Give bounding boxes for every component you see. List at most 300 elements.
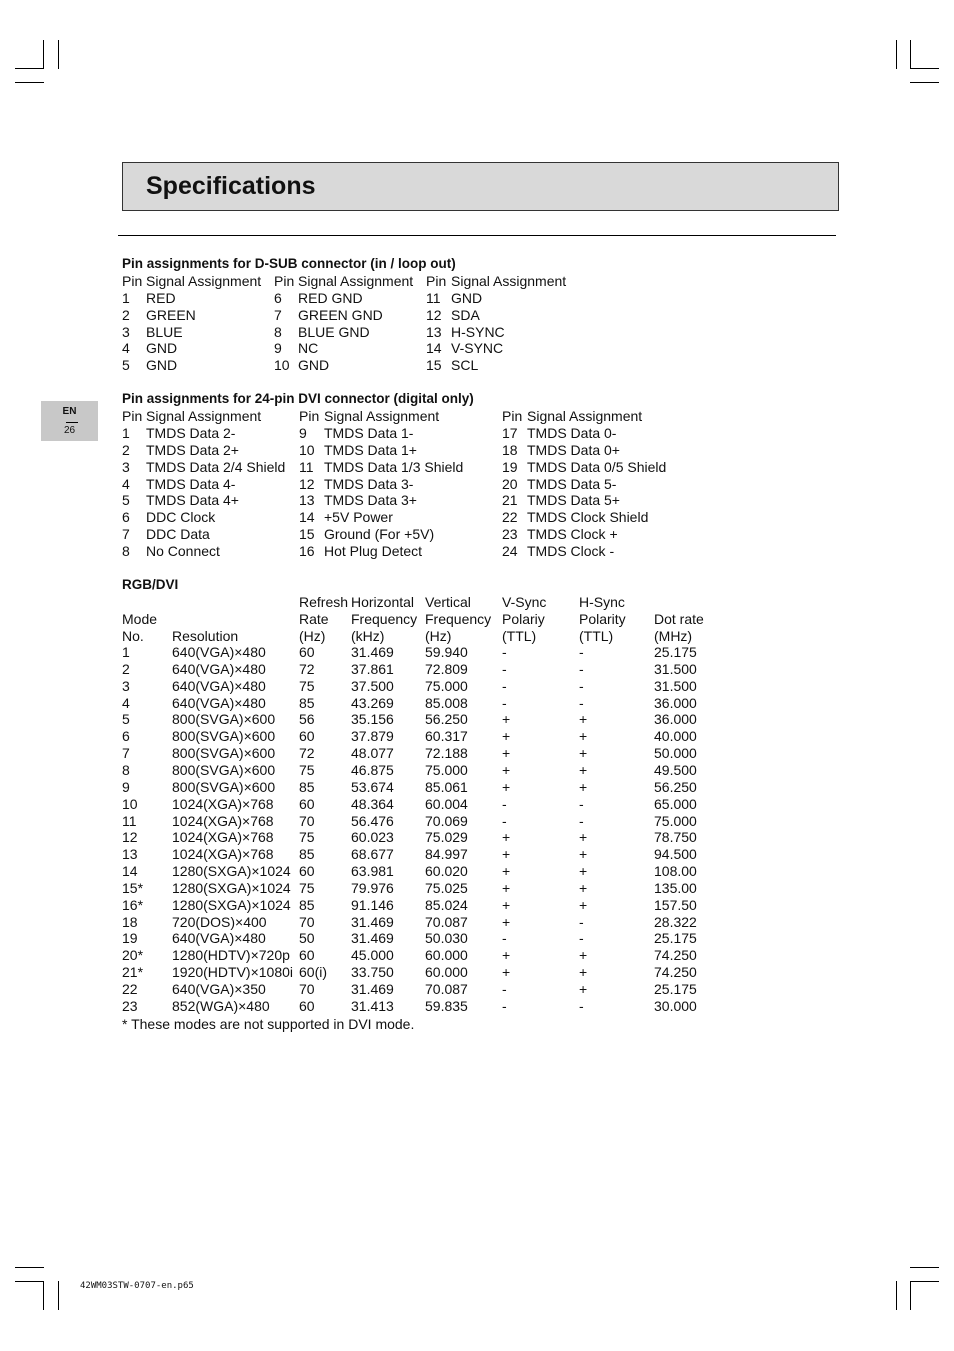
pin-number: 15	[426, 357, 442, 374]
table-cell: 10	[122, 795, 138, 812]
table-cell: +	[579, 728, 588, 745]
table-cell: 68.677	[351, 846, 394, 863]
table-cell: +	[502, 778, 511, 795]
table-cell: +	[579, 863, 588, 880]
table-cell: 65.000	[654, 795, 697, 812]
table-cell: 800(SVGA)×600	[172, 728, 276, 745]
signal-name: TMDS Data 1-	[324, 425, 414, 441]
signal-name: Ground (For +5V)	[324, 526, 435, 543]
table-cell: 640(VGA)×350	[172, 981, 266, 997]
table-cell: 60.000	[425, 964, 468, 981]
table-cell: 50.030	[425, 930, 468, 947]
table-cell: 75	[299, 879, 315, 896]
table-cell: 25.175	[654, 930, 697, 947]
table-cell: 85	[299, 846, 315, 863]
signal-name: RED	[146, 290, 176, 306]
crop-mark	[43, 40, 44, 69]
crop-mark	[15, 68, 44, 69]
table-cell: 74.250	[654, 947, 697, 964]
rgb-section-title: RGB/DVI	[122, 577, 179, 592]
table-cell: 37.861	[351, 660, 394, 677]
signal-name: TMDS Clock Shield	[527, 509, 649, 526]
crop-mark	[58, 40, 59, 69]
table-cell: 70.087	[425, 913, 468, 930]
signal-name: SCL	[451, 357, 479, 374]
table-cell: -	[579, 677, 584, 694]
table-cell: +	[502, 745, 511, 762]
language-tab	[41, 401, 98, 441]
file-name: 42WM03STW-0707-en.p65	[80, 1281, 194, 1291]
crop-mark	[15, 1267, 44, 1268]
pin-number: 17	[502, 425, 518, 441]
table-cell: 79.976	[351, 879, 394, 896]
table-cell: -	[579, 812, 584, 829]
signal-name: Hot Plug Detect	[324, 542, 423, 559]
column-header: (Hz)	[425, 627, 452, 644]
table-cell: 15*	[122, 879, 144, 896]
crop-mark	[910, 1267, 939, 1268]
title-banner	[122, 162, 839, 211]
table-cell: 31.469	[351, 981, 394, 997]
table-cell: 800(SVGA)×600	[172, 711, 276, 728]
column-header: Refresh	[299, 594, 349, 610]
table-cell: 1280(SXGA)×1024	[172, 896, 291, 913]
table-cell: 48.364	[351, 795, 394, 812]
pin-number: 21	[502, 492, 518, 509]
pin-number: 18	[502, 441, 518, 458]
column-header: Signal Assignment	[146, 408, 262, 424]
column-header: Signal Assignment	[324, 408, 440, 424]
signal-name: H-SYNC	[451, 323, 505, 340]
pin-number: 5	[122, 492, 130, 509]
pin-number: 9	[274, 340, 282, 357]
signal-name: TMDS Clock -	[527, 542, 615, 559]
table-cell: +	[502, 863, 511, 880]
table-cell: 85.024	[425, 896, 468, 913]
table-cell: 50.000	[654, 745, 697, 762]
table-cell: 56.250	[425, 711, 468, 728]
table-cell: 16*	[122, 896, 144, 913]
column-header: (MHz)	[654, 627, 693, 644]
table-cell: 31.413	[351, 997, 394, 1014]
table-cell: 25.175	[654, 644, 697, 660]
column-header: Horizontal	[351, 594, 415, 610]
footnote: * These modes are not supported in DVI mode.	[122, 1016, 415, 1032]
pin-number: 24	[502, 542, 518, 559]
table-cell: -	[502, 677, 507, 694]
column-header: Signal Assignment	[298, 273, 414, 289]
table-cell: 1024(XGA)×768	[172, 829, 274, 846]
column-header: No.	[122, 627, 144, 644]
table-cell: 640(VGA)×480	[172, 644, 266, 660]
pin-number: 1	[122, 425, 130, 441]
table-cell: +	[579, 829, 588, 846]
column-header: H-Sync	[579, 594, 625, 610]
table-cell: 1920(HDTV)×1080i	[172, 964, 294, 981]
table-cell: 56	[299, 711, 315, 728]
pin-number: 1	[122, 290, 130, 306]
table-cell: 21*	[122, 964, 144, 981]
table-cell: -	[579, 660, 584, 677]
pin-number: 11	[426, 290, 441, 306]
pin-number: 4	[122, 340, 130, 357]
table-cell: 85.061	[425, 778, 468, 795]
column-header: Rate	[299, 610, 329, 627]
table-cell: 91.146	[351, 896, 394, 913]
table-cell: 31.469	[351, 644, 394, 660]
table-cell: -	[502, 930, 507, 947]
table-cell: 23	[122, 997, 138, 1014]
column-header: Signal Assignment	[527, 408, 643, 424]
dsub-section-title: Pin assignments for D-SUB connector (in / loop out)	[122, 256, 456, 271]
signal-name: GND	[146, 357, 178, 374]
language-divider	[66, 422, 78, 423]
table-cell: +	[579, 964, 588, 981]
table-cell: -	[502, 812, 507, 829]
table-cell: +	[579, 981, 588, 997]
table-cell: 75	[299, 761, 315, 778]
table-cell: 59.940	[425, 644, 468, 660]
table-cell: +	[502, 964, 511, 981]
pin-number: 7	[274, 306, 282, 323]
table-cell: +	[579, 846, 588, 863]
table-cell: +	[502, 913, 511, 930]
table-cell: 60.000	[425, 947, 468, 964]
table-cell: 60.020	[425, 863, 468, 880]
table-cell: 75	[299, 677, 315, 694]
signal-name: +5V Power	[324, 509, 393, 526]
table-cell: 60	[299, 728, 315, 745]
crop-mark	[910, 1281, 939, 1282]
signal-name: TMDS Data 5+	[527, 492, 620, 509]
crop-mark	[896, 1281, 897, 1310]
table-cell: +	[579, 896, 588, 913]
pin-number: 14	[299, 509, 315, 526]
table-cell: 1024(XGA)×768	[172, 812, 274, 829]
signal-name: TMDS Data 3-	[324, 475, 414, 492]
table-cell: 60	[299, 997, 315, 1014]
table-cell: 45.000	[351, 947, 394, 964]
pin-number: 13	[426, 323, 442, 340]
column-header: Frequency	[351, 610, 418, 627]
table-cell: 640(VGA)×480	[172, 677, 266, 694]
table-cell: 12	[122, 829, 138, 846]
table-cell: 1280(SXGA)×1024	[172, 879, 291, 896]
table-cell: 84.997	[425, 846, 468, 863]
pin-number: 16	[299, 542, 315, 559]
table-cell: 14	[122, 863, 138, 880]
table-cell: 4	[122, 694, 130, 711]
table-cell: 43.269	[351, 694, 394, 711]
table-cell: +	[502, 728, 511, 745]
table-cell: 70.069	[425, 812, 468, 829]
column-header: (TTL)	[579, 627, 614, 644]
table-cell: 28.322	[654, 913, 697, 930]
signal-name: TMDS Clock +	[527, 526, 618, 543]
signal-name: BLUE	[146, 323, 183, 340]
language-code: EN	[62, 406, 77, 417]
table-cell: 2	[122, 660, 130, 677]
table-cell: 60.023	[351, 829, 394, 846]
column-header: Pin	[122, 408, 143, 424]
table-cell: 6	[122, 728, 130, 745]
column-header: Pin	[426, 273, 447, 289]
table-cell: 157.50	[654, 896, 697, 913]
table-cell: +	[502, 879, 511, 896]
table-cell: -	[579, 997, 584, 1014]
signal-name: TMDS Data 2-	[146, 425, 236, 441]
column-header: Pin	[274, 273, 295, 289]
pin-number: 7	[122, 526, 130, 543]
pin-number: 19	[502, 458, 518, 475]
pin-number: 11	[299, 458, 314, 475]
table-cell: 72.188	[425, 745, 468, 762]
column-header: V-Sync	[502, 594, 547, 610]
crop-mark	[910, 68, 939, 69]
column-header: Resolution	[172, 627, 239, 644]
table-cell: 75.025	[425, 879, 468, 896]
table-cell: 37.500	[351, 677, 394, 694]
signal-name: RED GND	[298, 290, 363, 306]
table-cell: 70	[299, 812, 315, 829]
table-cell: 46.875	[351, 761, 394, 778]
table-cell: 13	[122, 846, 138, 863]
table-cell: 8	[122, 761, 130, 778]
table-cell: 60	[299, 644, 315, 660]
table-cell: +	[579, 745, 588, 762]
pin-number: 6	[274, 290, 282, 306]
crop-mark	[910, 40, 911, 69]
dvi-section-title: Pin assignments for 24-pin DVI connector (digital only)	[122, 391, 474, 406]
table-cell: 1280(SXGA)×1024	[172, 863, 291, 880]
signal-name: BLUE GND	[298, 323, 370, 340]
table-cell: -	[579, 694, 584, 711]
crop-mark	[43, 1281, 44, 1310]
pin-number: 13	[299, 492, 315, 509]
signal-name: TMDS Data 4-	[146, 475, 236, 492]
table-cell: -	[579, 913, 584, 930]
column-header: Polariy	[502, 610, 545, 627]
table-cell: 70.087	[425, 981, 468, 997]
table-cell: +	[579, 711, 588, 728]
table-cell: 640(VGA)×480	[172, 694, 266, 711]
table-cell: 85	[299, 694, 315, 711]
column-header: Pin	[299, 408, 320, 424]
table-cell: 31.500	[654, 677, 697, 694]
table-cell: 25.175	[654, 981, 697, 997]
table-cell: -	[579, 795, 584, 812]
table-cell: 9	[122, 778, 130, 795]
column-header: Frequency	[425, 610, 492, 627]
table-cell: 59.835	[425, 997, 468, 1014]
pin-number: 8	[122, 542, 130, 559]
table-cell: 31.500	[654, 660, 697, 677]
column-header: Mode	[122, 610, 158, 627]
table-cell: 85.008	[425, 694, 468, 711]
table-cell: 63.981	[351, 863, 394, 880]
column-header: Signal Assignment	[451, 273, 567, 289]
table-cell: 18	[122, 913, 138, 930]
column-header: Pin	[122, 273, 143, 289]
table-cell: 35.156	[351, 711, 394, 728]
pin-number: 22	[502, 509, 518, 526]
table-cell: 852(WGA)×480	[172, 997, 270, 1014]
table-cell: 37.879	[351, 728, 394, 745]
table-cell: 31.469	[351, 913, 394, 930]
crop-mark	[15, 82, 44, 83]
pin-number: 12	[299, 475, 315, 492]
table-cell: 72	[299, 660, 315, 677]
table-cell: 640(VGA)×480	[172, 930, 266, 947]
table-cell: 720(DOS)×400	[172, 913, 267, 930]
pin-number: 23	[502, 526, 518, 543]
table-cell: 19	[122, 930, 138, 947]
table-cell: 70	[299, 981, 315, 997]
pin-number: 2	[122, 306, 130, 323]
table-cell: 60.317	[425, 728, 468, 745]
table-cell: +	[579, 879, 588, 896]
table-cell: 94.500	[654, 846, 697, 863]
table-cell: 85	[299, 896, 315, 913]
column-header: Pin	[502, 408, 523, 424]
signal-name: NC	[298, 340, 319, 357]
signal-name: TMDS Data 1/3 Shield	[324, 458, 464, 475]
table-cell: 60	[299, 795, 315, 812]
pin-number: 3	[122, 323, 130, 340]
title-rule	[118, 235, 836, 236]
table-cell: 22	[122, 981, 138, 997]
column-header: Vertical	[425, 594, 471, 610]
table-cell: -	[502, 795, 507, 812]
table-cell: 75.000	[425, 677, 468, 694]
column-header: Signal Assignment	[146, 273, 262, 289]
table-cell: 72	[299, 745, 315, 762]
table-cell: +	[579, 947, 588, 964]
table-cell: 7	[122, 745, 130, 762]
table-cell: 11	[122, 812, 137, 829]
table-cell: 1	[122, 644, 130, 660]
table-cell: +	[579, 761, 588, 778]
table-cell: +	[502, 947, 511, 964]
signal-name: GND	[298, 357, 330, 374]
signal-name: TMDS Data 5-	[527, 475, 617, 492]
table-cell: -	[502, 694, 507, 711]
page-title: Specifications	[146, 172, 316, 200]
table-cell: +	[579, 778, 588, 795]
pin-number: 9	[299, 425, 307, 441]
signal-name: DDC Data	[146, 526, 210, 543]
table-cell: 49.500	[654, 761, 697, 778]
table-cell: 75.000	[654, 812, 697, 829]
pin-number: 5	[122, 357, 130, 374]
table-cell: 3	[122, 677, 130, 694]
pin-number: 8	[274, 323, 282, 340]
table-cell: 53.674	[351, 778, 394, 795]
column-header: (kHz)	[351, 627, 385, 644]
table-cell: 78.750	[654, 829, 697, 846]
table-cell: +	[502, 711, 511, 728]
signal-name: GREEN GND	[298, 306, 383, 323]
signal-name: DDC Clock	[146, 509, 216, 526]
table-cell: 60(i)	[299, 964, 328, 981]
table-cell: +	[502, 829, 511, 846]
table-cell: 135.00	[654, 879, 697, 896]
signal-name: TMDS Data 0+	[527, 441, 620, 458]
pin-number: 14	[426, 340, 442, 357]
signal-name: TMDS Data 1+	[324, 441, 417, 458]
crop-mark	[910, 82, 939, 83]
pin-number: 15	[299, 526, 315, 543]
pin-number: 6	[122, 509, 130, 526]
signal-name: No Connect	[146, 542, 220, 559]
signal-name: TMDS Data 0-	[527, 425, 617, 441]
table-cell: 800(SVGA)×600	[172, 761, 276, 778]
table-cell: -	[502, 644, 507, 660]
table-cell: 85	[299, 778, 315, 795]
table-cell: -	[579, 644, 584, 660]
page-number: 26	[63, 425, 76, 436]
table-cell: 40.000	[654, 728, 697, 745]
column-header: (TTL)	[502, 627, 537, 644]
table-cell: 800(SVGA)×600	[172, 778, 276, 795]
table-cell: 1280(HDTV)×720p	[172, 947, 290, 964]
table-cell: 74.250	[654, 964, 697, 981]
table-cell: 70	[299, 913, 315, 930]
column-header: Dot rate	[654, 610, 704, 627]
table-cell: 36.000	[654, 711, 697, 728]
table-cell: 75.029	[425, 829, 468, 846]
table-cell: 50	[299, 930, 315, 947]
signal-name: GREEN	[146, 306, 196, 323]
signal-name: GND	[146, 340, 178, 357]
signal-name: TMDS Data 0/5 Shield	[527, 458, 667, 475]
table-cell: 56.476	[351, 812, 394, 829]
table-cell: -	[579, 930, 584, 947]
signal-name: V-SYNC	[451, 340, 504, 357]
table-cell: 33.750	[351, 964, 394, 981]
pin-number: 12	[426, 306, 442, 323]
table-cell: 56.250	[654, 778, 697, 795]
signal-name: GND	[451, 290, 483, 306]
table-cell: -	[502, 660, 507, 677]
crop-mark	[15, 1281, 44, 1282]
table-cell: +	[502, 846, 511, 863]
table-cell: 48.077	[351, 745, 394, 762]
crop-mark	[910, 1281, 911, 1310]
pin-number: 3	[122, 458, 130, 475]
pin-number: 20	[502, 475, 518, 492]
table-cell: 60	[299, 863, 315, 880]
crop-mark	[896, 40, 897, 69]
signal-name: TMDS Data 4+	[146, 492, 239, 509]
table-cell: 60	[299, 947, 315, 964]
signal-name: TMDS Data 2/4 Shield	[146, 458, 286, 475]
table-cell: 1024(XGA)×768	[172, 795, 274, 812]
table-cell: +	[502, 896, 511, 913]
table-cell: 75	[299, 829, 315, 846]
pin-number: 4	[122, 475, 130, 492]
table-cell: -	[502, 981, 507, 997]
signal-name: SDA	[451, 306, 480, 323]
crop-mark	[58, 1281, 59, 1310]
table-cell: 60.004	[425, 795, 468, 812]
column-header: (Hz)	[299, 627, 326, 644]
table-cell: -	[502, 997, 507, 1014]
table-cell: 640(VGA)×480	[172, 660, 266, 677]
table-cell: 108.00	[654, 863, 697, 880]
signal-name: TMDS Data 2+	[146, 441, 239, 458]
table-cell: 5	[122, 711, 130, 728]
